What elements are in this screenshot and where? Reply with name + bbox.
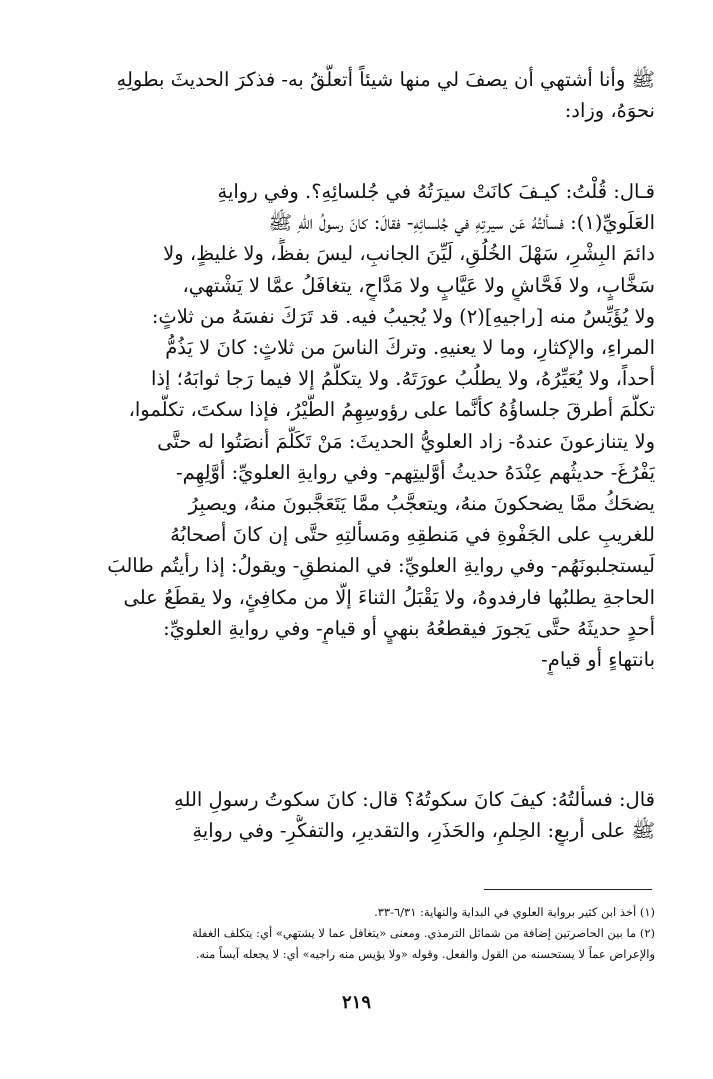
text-line: المراءِ، والإكثارِ، وما لا يعنيهِ. وتركَ الناسَ من ثلاثٍ: كانَ لا يَذُمُّ: [165, 336, 655, 360]
text-line: نحوَهُ، وزاد:: [564, 99, 655, 123]
text-line: العَلَويِّ(١): فسألتُهُ عَن سيرتِهِ في جُلسائِهِ- فقالَ: كانَ رسولُ اللهِ ﷺ: [268, 211, 655, 235]
footnotes: [55, 902, 655, 965]
text-line: للغريبِ على الجَفْوةِ في مَنطقِهِ ومَسألتِهِ حتَّى إن كانَ أصحابُهُ: [170, 523, 655, 547]
text-line: أحدٍ حديثَهُ حتَّى يَجورَ فيقطعُهُ بنهيٍ أو قيامٍ- وفي روايةِ العلويِّ:: [163, 616, 655, 640]
text-line: ﷺ على أربعٍ: الحِلمِ، والحَذَرِ، والتقديرِ، والتفكُّرِ- وفي روايةِ: [192, 819, 655, 843]
footnote-1: (١) أخذ ابن كثير برواية العلوي في البداية والنهاية: ٦/٣١-٣٣.: [374, 905, 655, 919]
footnote-2: (٢) ما بين الحاصرتين إضافة من شمائل الترمذي. ومعنى «يتغافل عما لا يشتهي» أي: يتكلف الغفلة: [192, 926, 655, 940]
text-line: يَفْرُغَ- حديثُهم عِنْدَهُ حديثُ أوَّليتِهم- وفي روايةِ العلويِّ: أوَّلِهِم-: [176, 460, 655, 484]
text-line: ﷺ وأنا أشتهي أن يصفَ لي منها شيئاً أتعلَّقُ به- فذكرَ الحديثَ بطولِهِ: [116, 68, 655, 91]
paragraph-silence: [55, 784, 655, 846]
text-line: دائمَ البِشْرِ، سَهْلَ الخُلُقِ، لَيِّنَ الجانبِ، ليسَ بفظٍّ، ولا غليظٍ، ولا: [163, 242, 655, 266]
text-line: تكلَّمَ أطرقَ جلساؤُهُ كأنَّما على رؤوسِهِمُ الطَّيْرُ، فإذا سكتَ، تكلَّموا،: [128, 398, 655, 422]
text-line: قـال: قُلْتُ: كيـفَ كانَتْ سيرَتُهُ في جُلسائِهِ؟. وفي روايةِ: [217, 180, 655, 203]
paragraph-intro: [55, 64, 655, 126]
text-line: أحداً، ولا يُعَيِّرُهُ، ولا يطلُبُ عورَتَهُ. ولا يتكلَّمُ إلا فيما رَجا ثوابَهُ؛ إذا: [150, 367, 655, 391]
text-line: قال: فسألتُهُ: كيفَ كانَ سكوتُهُ؟ قال: كانَ سكوتُ رسولِ اللهِ: [174, 788, 655, 811]
page-number: ٢١٩: [341, 992, 371, 1013]
text-line: بانتهاءٍ أو قيامٍ-: [541, 648, 655, 672]
text-line: ولا يُؤَيِّسُ منه [راجيهِ](٢) ولا يُجيبُ فيه. قد تَرَكَ نفسَهُ من ثلاثٍ:: [151, 304, 655, 328]
paragraph-main: [55, 176, 655, 675]
text-line: سَخَّابٍ، ولا فَحَّاشٍ ولا عَيَّابٍ ولا مَدَّاحٍ، يتغافَلُ عمَّا لا يَشْتهي،: [182, 273, 655, 297]
text-line: الحاجةِ يطلبُها فارفدوهُ، ولا يَقْبَلُ الثناءَ إلَّا من مكافِئٍ، ولا يقطَعُ على: [123, 585, 655, 609]
text-line: ولا يتنازعونَ عندهُ- زاد العلويُّ الحديثَ: مَنْ تَكَلَّمَ أنصَتُوا له حتَّى: [157, 429, 655, 453]
footnote-separator: [484, 889, 652, 890]
text-line: يضحَكُ ممَّا يضحكونَ منهُ، ويتعجَّبُ ممَّا يَتَعَجَّبونَ منهُ، ويصبِرُ: [188, 492, 655, 516]
footnote-2-continued: والإعراض عماً لا يستحسنه من القول والفعل. وقوله «ولا يؤيس منه راجيه» أي: لا يجعله آيساً منه.: [195, 947, 655, 961]
text-line: لَيستجلبونَهُم- وفي روايةِ العلويِّ: في المنطقِ- ويقولُ: إذا رأيتُم طالبَ: [107, 554, 655, 578]
